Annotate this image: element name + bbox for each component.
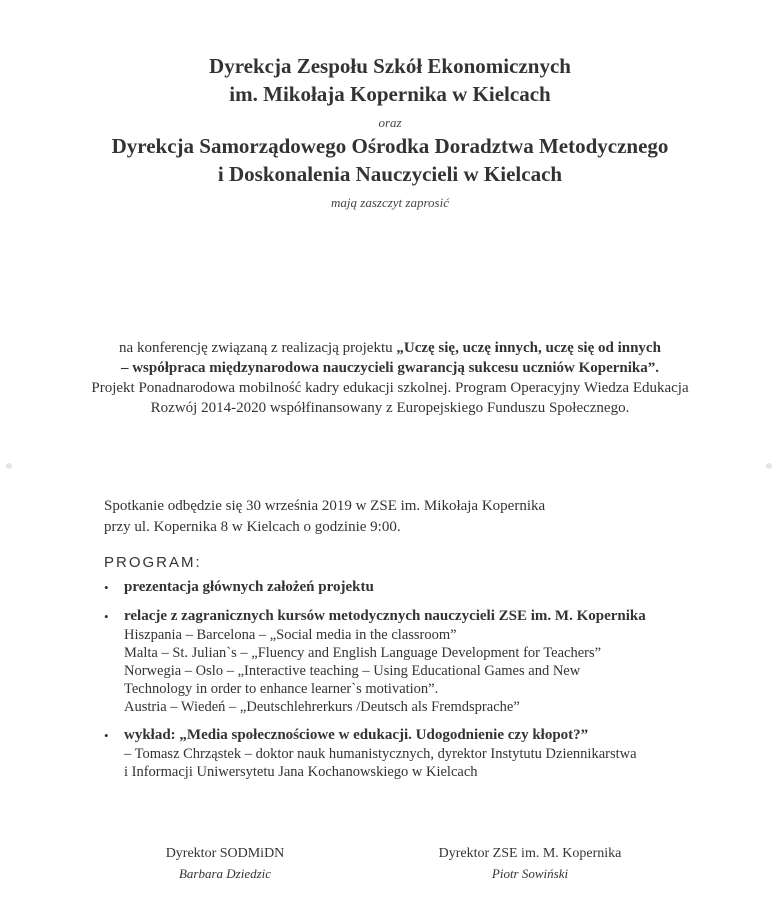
header-line-3: Dyrekcja Samorządowego Ośrodka Doradztwa Metodycznego [111, 134, 669, 158]
program-list [104, 578, 744, 791]
program-item-head: prezentacja głównych założeń projektu [124, 579, 374, 595]
edge-dot-right [766, 463, 772, 469]
signature-left-name: Barbara Dziedzic [178, 866, 272, 881]
course-line: Norwegia – Oslo – „Interactive teaching – Using Educational Games and New [124, 663, 581, 679]
project-title-1: „Uczę się, uczę innych, uczę się od innych [396, 340, 661, 356]
program-item-head: relacje z zagranicznych kursów metodycznych nauczycieli ZSE im. M. Kopernika [124, 608, 646, 624]
signature-right-name: Piotr Sowiński [491, 866, 569, 881]
course-line: Hiszpania – Barcelona – „Social media in the classroom” [124, 627, 457, 643]
meeting-line-1: Spotkanie odbędzie się 30 września 2019 w ZSE im. Mikołaja Kopernika [104, 498, 546, 514]
program-item [104, 726, 744, 781]
header-line-4: i Doskonalenia Nauczycieli w Kielcach [217, 162, 563, 186]
bullet-icon: • [104, 728, 109, 743]
course-line: Technology in order to enhance learner`s motivation”. [124, 681, 439, 697]
project-title-2: – współpraca międzynarodowa nauczycieli gwarancją sukcesu uczniów Kopernika”. [120, 360, 660, 376]
conference-intro [0, 338, 780, 418]
program-item [104, 578, 744, 597]
header-line-2: im. Mikołaja Kopernika w Kielcach [229, 82, 551, 106]
signature-right [420, 844, 640, 884]
signature-left-title: Dyrektor SODMiDN [165, 846, 285, 861]
intro-line-2 [0, 358, 780, 378]
intro-line-1 [0, 338, 780, 358]
intro-line-4: Rozwój 2014-2020 współfinansowany z Europejskiego Funduszu Społecznego. [150, 400, 630, 416]
intro-lead: na konferencję związaną z realizacją projektu [119, 340, 397, 356]
signature-right-title: Dyrektor ZSE im. M. Kopernika [438, 846, 622, 861]
bullet-icon: • [104, 580, 109, 595]
meeting-line-2: przy ul. Kopernika 8 w Kielcach o godzinie 9:00. [104, 519, 401, 535]
program-title: PROGRAM: [104, 554, 202, 571]
header-line-1: Dyrekcja Zespołu Szkół Ekonomicznych [209, 54, 571, 78]
course-line: Malta – St. Julian`s – „Fluency and English Language Development for Teachers” [124, 645, 602, 661]
program-item-head: wykład: „Media społecznościowe w edukacji. Udogodnienie czy kłopot?” [124, 727, 589, 743]
intro-line-3: Projekt Ponadnarodowa mobilność kadry edukacji szkolnej. Program Operacyjny Wiedza Edukacja [91, 380, 689, 396]
lecture-line: i Informacji Uniwersytetu Jana Kochanowskiego w Kielcach [124, 764, 478, 780]
header-oraz: oraz [378, 115, 402, 130]
header [0, 52, 780, 212]
lecture-line: – Tomasz Chrząstek – doktor nauk humanistycznych, dyrektor Instytutu Dziennikarstwa [124, 746, 637, 762]
signature-left [140, 844, 310, 884]
header-invite: mają zaszczyt zaprosić [331, 195, 449, 210]
edge-dot-left [6, 463, 12, 469]
meeting-info [104, 496, 704, 538]
course-line: Austria – Wiedeń – „Deutschlehrerkurs /Deutsch als Fremdsprache” [124, 699, 520, 715]
bullet-icon: • [104, 609, 109, 624]
program-item [104, 607, 744, 716]
